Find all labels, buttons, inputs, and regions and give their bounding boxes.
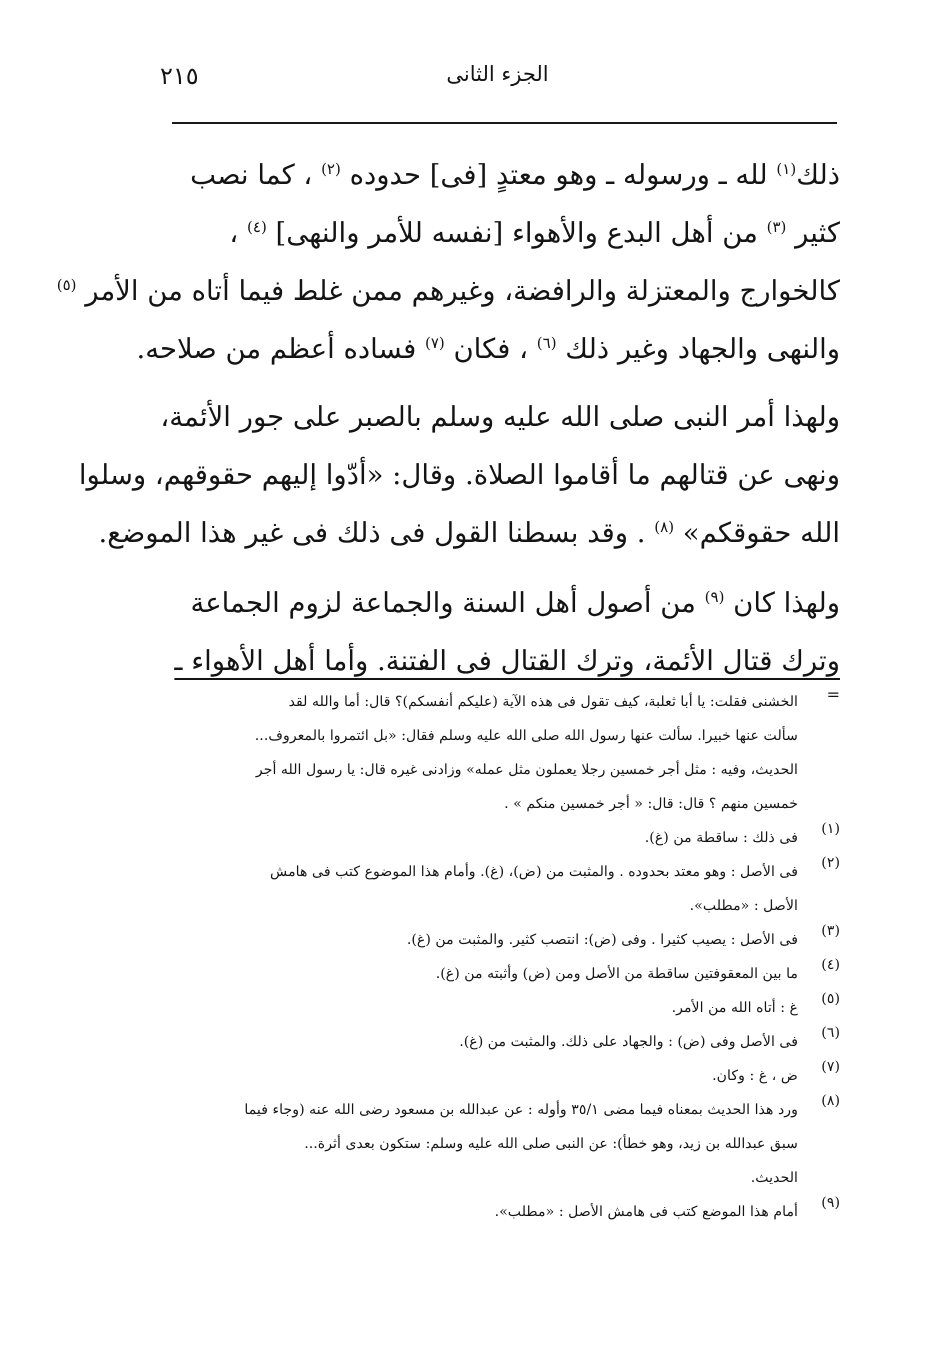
footnote-line: ما بين المعقوفتين ساقطة من الأصل ومن (ض) وأثبته من (غ). (435, 966, 798, 982)
footnote-reference: (٦) (536, 333, 557, 352)
paragraph (56, 146, 840, 378)
footnote-number: (٢) (821, 855, 840, 871)
continuation-mark: = (826, 685, 840, 704)
text-line: الله حقوقكم» $^{(٨)}$ . وقد بسطنا القول فى ذلك فى غير هذا الموضع. (98, 517, 840, 549)
footnote (150, 1025, 840, 1059)
footnote-line: الحديث، وفيه : مثل أجر خمسين رجلا يعملون مثل عمله» وزادنى غيره قال: يا رسول الله أجر (255, 762, 798, 778)
footnote-line: غ : أتاه الله من الأمر. (671, 1000, 798, 1016)
footnote-reference: (٧) (424, 333, 445, 352)
main-text (56, 146, 840, 690)
footnote-line: ورد هذا الحديث بمعناه فيما مضى ٣٥/١ وأوله : عن عبدالله بن مسعود رضى الله عنه (وجاء فيما (244, 1102, 798, 1118)
footnote-line: الحديث. (750, 1170, 798, 1186)
footnote-number: (٦) (821, 1025, 840, 1041)
header-rule (172, 122, 837, 124)
footnote-number: (٥) (821, 991, 840, 1007)
text-line: ذلك$^{(١)}$ لله ـ ورسوله ـ وهو معتدٍ [فى] حدوده $^{(٢)}$ ، كما نصب (190, 159, 840, 191)
footnote-line: فى الأصل وفى (ض) : والجهاد على ذلك. والمثبت من (غ). (459, 1034, 798, 1050)
footnote-body (150, 855, 798, 923)
text-line: ونهى عن قتالهم ما أقاموا الصلاة. وقال: «أدّوا إليهم حقوقهم، وسلوا (78, 459, 840, 491)
footnote-line: فى الأصل : يصيب كثيرا . وفى (ض): انتصب كثير. والمثبت من (غ). (406, 932, 798, 948)
text-line: ولهذا كان $^{(٩)}$ من أصول أهل السنة والجماعة لزوم الجماعة (190, 587, 840, 619)
footnote (150, 923, 840, 957)
footnote (150, 1093, 840, 1195)
footnote-reference: (٣) (766, 217, 787, 236)
text-line: كالخوارج والمعتزلة والرافضة، وغيرهم ممن غلط فيما أتاه من الأمر $^{(٥)}$ (56, 275, 840, 307)
footnote-body (150, 685, 798, 821)
footnote-line: أمام هذا الموضع كتب فى هامش الأصل : «مطلب». (494, 1204, 798, 1220)
footnote-number: (٧) (821, 1059, 840, 1075)
footnote-number: (١) (821, 821, 840, 837)
footnote-reference: (١) (776, 159, 797, 178)
text-line: وترك قتال الأئمة، وترك القتال فى الفتنة. وأما أهل الأهواء ـ (174, 645, 840, 677)
footnote-reference: (٨) (654, 517, 675, 536)
footnote-body (150, 1025, 798, 1059)
footnote (150, 1195, 840, 1229)
footnote-body (150, 923, 798, 957)
footnote (150, 821, 840, 855)
footnote-number: (٩) (821, 1195, 840, 1211)
footnote-line: فى ذلك : ساقطة من (غ). (644, 830, 798, 846)
footnote (150, 991, 840, 1025)
footnote-number: (٣) (821, 923, 840, 939)
footnote (150, 1059, 840, 1093)
running-title: الجزء الثانى (446, 62, 549, 86)
footnote-reference: (٩) (704, 587, 725, 606)
footnote-body (150, 991, 798, 1025)
footnote-line: الخشنى فقلت: يا أبا ثعلبة، كيف تقول فى هذه الآية (عليكم أنفسكم)؟ قال: أما والله لقد (288, 694, 798, 710)
footnote-body (150, 1195, 798, 1229)
footnote-reference: (٢) (321, 159, 341, 178)
footnote-continued (150, 685, 840, 821)
page-number: ٢١٥ (160, 62, 199, 90)
footnote-line: الأصل : «مطلب». (689, 898, 798, 914)
footnote-body (150, 1093, 798, 1195)
text-line: والنهى والجهاد وغير ذلك $^{(٦)}$ ، فكان $^{(٧)}$ فساده أعظم من صلاحه. (136, 333, 840, 365)
footnote-line: فى الأصل : وهو معتد بحدوده . والمثبت من (ض)، (غ). وأمام هذا الموضوع كتب فى هامش (270, 864, 798, 880)
text-line: كثير $^{(٣)}$ من أهل البدع والأهواء [نفسه للأمر والنهى] $^{(٤)}$ ، (229, 217, 840, 249)
footnote-body (150, 1059, 798, 1093)
footnote-reference: (٤) (247, 217, 267, 236)
footnote-line: سألت عنها خبيرا. سألت عنها رسول الله صلى الله عليه وسلم فقال: «بل ائتمروا بالمعروف... (254, 728, 798, 744)
footnote-line: سبق عبدالله بن زيد، وهو خطأ): عن النبى صلى الله عليه وسلم: ستكون بعدى أثرة... (304, 1136, 798, 1152)
paragraph (78, 388, 840, 562)
text-line: ولهذا أمر النبى صلى الله عليه وسلم بالصبر على جور الأئمة، (160, 401, 840, 433)
footnote-body (150, 821, 798, 855)
footnote-body (150, 957, 798, 991)
paragraph (150, 574, 840, 690)
footnote-line: ض ، غ : وكان. (712, 1068, 798, 1084)
footnote-number: (٨) (821, 1093, 840, 1109)
footnote-reference: (٥) (56, 275, 77, 294)
footnote (150, 855, 840, 923)
footnote-number: (٤) (821, 957, 840, 973)
page-header (160, 62, 835, 102)
footnote (150, 957, 840, 991)
footnotes (150, 685, 840, 1229)
footnote-line: خمسين منهم ؟ قال: قال: « أجر خمسين منكم » . (504, 796, 798, 812)
